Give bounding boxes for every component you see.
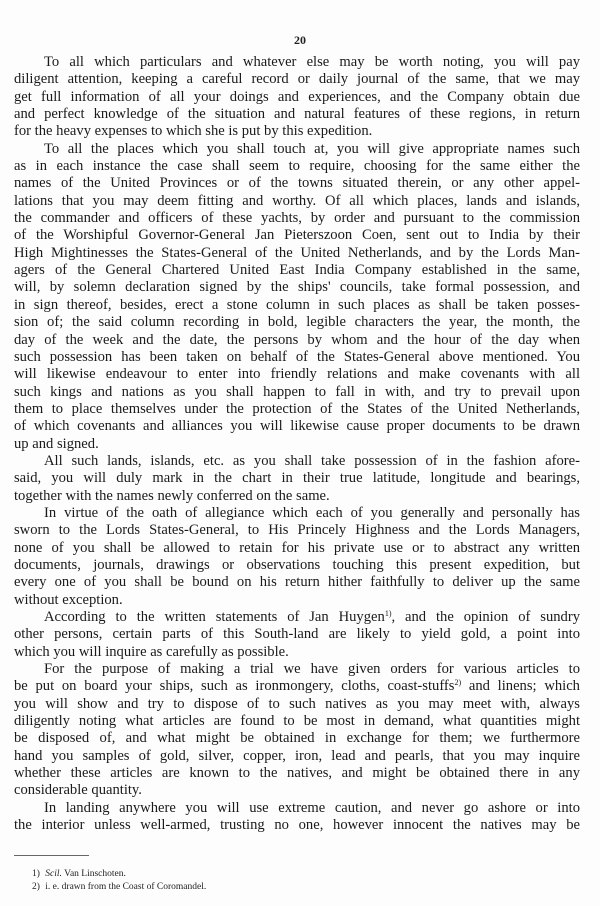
footnote-divider: [14, 855, 89, 856]
text-line: day of the week and the date, the persons by whom and the hour of the day when: [14, 331, 580, 348]
text-line: get full information of all your doings and experiences, and the Company obtain due: [14, 88, 580, 105]
text-line: them to place themselves under the protection of the States of the United Netherlands,: [14, 400, 580, 417]
text-line: diligent attention, keeping a careful record or daily journal of the same, that we may: [14, 71, 580, 88]
text-line: in sign thereof, besides, erect a stone column in such places as shall be taken posses-: [14, 296, 580, 313]
footnote-italic-prefix: Scil.: [45, 869, 62, 879]
paragraph: [14, 141, 580, 453]
text-line: none of you shall be allowed to retain for his private use or to abstract any written: [14, 539, 580, 556]
text-line: sion of; the said column recording in bold, legible characters the year, the month, the: [14, 314, 580, 331]
text-line: the interior unless well-armed, trusting no one, however innocent the natives may be: [14, 817, 580, 834]
paragraph: [14, 453, 580, 505]
text-line: hand you samples of gold, silver, copper, iron, lead and pearls, that you may inquire: [14, 747, 580, 764]
footnote-mark: 2): [32, 882, 40, 892]
footnote-reference: 2): [454, 678, 462, 688]
footnote-reference: 1): [384, 609, 392, 618]
text-line: such kings and nations as you shall happen to fall in with, and try to prevail upon: [14, 383, 580, 400]
text-line: In landing anywhere you will use extreme caution, and never go ashore or into: [44, 799, 580, 816]
footnote-text: i. e. drawn from the Coast of Coromandel.: [45, 882, 207, 892]
text-line: names of the United Provinces or of the towns situated therein, or any other appel-: [14, 175, 580, 192]
text-line: will, by solemn declaration signed by the ships' councils, take formal possession, and: [14, 279, 580, 296]
text-line: of the Worshipful Governor-General Jan Pieterszoon Coen, sent out to India by their: [14, 227, 580, 244]
page-number: 20: [294, 33, 306, 47]
body-text: [14, 54, 580, 834]
text-line: other persons, certain parts of this South-land are likely to yield gold, a point into: [14, 626, 580, 643]
text-line: To all the places which you shall touch at, you will give appropriate names such: [44, 140, 580, 157]
text-line: be put on board your ships, such as ironmongery, cloths, coast-stuffs$^{2)}$ and linens; which: [14, 678, 580, 695]
text-line: such possession has been taken on behalf of the States-General above mentioned. You: [14, 348, 580, 365]
footnotes: [32, 868, 206, 894]
text-line: without exception.: [14, 591, 123, 608]
footnote-2: [32, 881, 206, 894]
text-line: as in each instance the case shall seem to require, choosing for the same either the: [14, 158, 580, 175]
text-line: up and signed.: [14, 435, 99, 452]
text-line: and perfect knowledge of the situation and natural features of these regions, in return: [14, 106, 580, 123]
footnote-mark: 1): [32, 869, 40, 879]
text-line: sworn to the Lords States-General, to His Princely Highness and the Lords Managers,: [14, 522, 580, 539]
text-line: whether these articles are known to the natives, and might be obtained there in any: [14, 765, 580, 782]
text-line: of which covenants and alliances you will likewise cause proper documents to be drawn: [14, 418, 580, 435]
text-line: every one of you shall be bound on his return hither faithfully to deliver up the same: [14, 574, 580, 591]
text-line: said, you will duly mark in the chart in their true latitude, longitude and bearings,: [14, 470, 580, 487]
paragraph: [14, 661, 580, 800]
text-line: For the purpose of making a trial we have given orders for various articles to: [44, 661, 580, 678]
paragraph: [14, 505, 580, 609]
text-line: the commander and officers of these yachts, by order and pursuant to the commission: [14, 210, 580, 227]
footnote-1: [32, 868, 206, 881]
text-line: be disposed of, and what might be obtained in exchange for them; we furthermore: [14, 730, 580, 747]
text-line: you will show and try to dispose of to such natives as you may meet with, always: [14, 695, 580, 712]
text-line: diligently noting what articles are found to be most in demand, what quantities might: [14, 713, 580, 730]
text-line: In virtue of the oath of allegiance which each of you generally and personally has: [44, 504, 580, 521]
text-line: together with the names newly conferred on the same.: [14, 487, 330, 504]
text-line: agers of the General Chartered United East India Company established in the same,: [14, 262, 580, 279]
footnote-text: Van Linschoten.: [64, 869, 126, 879]
text-line: According to the written statements of Jan Huygen$^{1)}$, and the opinion of sundry: [44, 609, 580, 625]
text-line: for the heavy expenses to which she is put by this expedition.: [14, 123, 373, 140]
text-line: To all which particulars and whatever else may be worth noting, you will pay: [44, 54, 580, 70]
text-line: documents, journals, drawings or observations touching this present expedition, but: [14, 556, 580, 573]
paragraph: [14, 609, 580, 661]
paragraph: [14, 54, 580, 141]
text-line: will likewise endeavour to enter into friendly relations and make covenants with all: [14, 366, 580, 383]
text-line: which you will inquire as carefully as possible.: [14, 643, 289, 660]
text-line: considerable quantity.: [14, 782, 142, 799]
text-line: High Mightinesses the States-General of the United Netherlands, and by the Lords Man-: [14, 244, 580, 261]
text-line: lations that you may deem fitting and worthy. Of all which places, lands and islands,: [14, 192, 580, 209]
paragraph: [14, 800, 580, 835]
text-line: All such lands, islands, etc. as you shall take possession of in the fashion afore-: [44, 452, 580, 469]
